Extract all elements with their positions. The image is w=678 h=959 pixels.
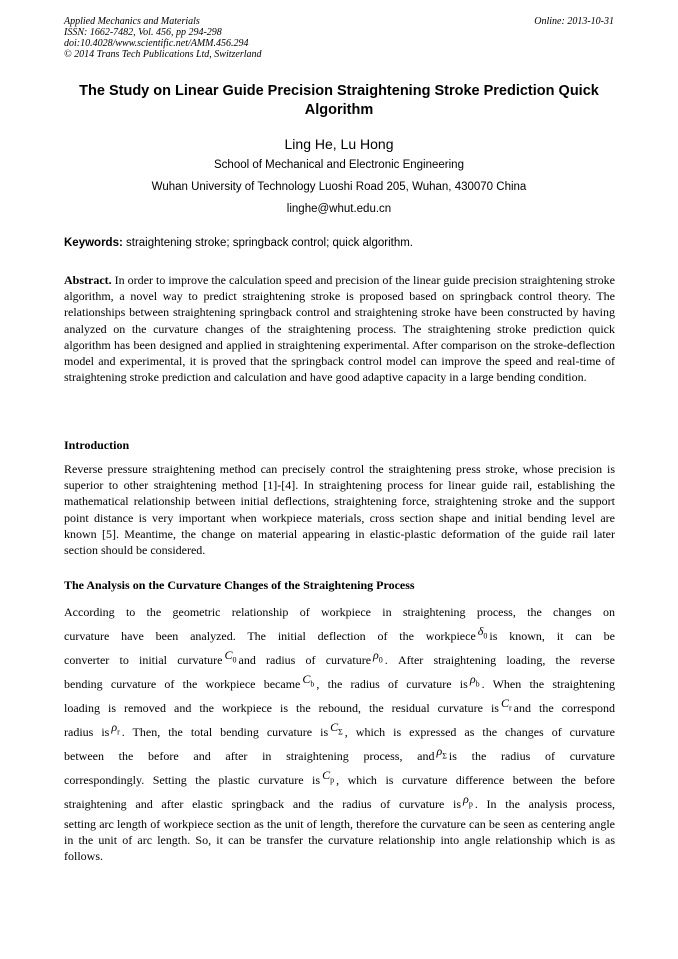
symbol-rhor	[111, 720, 120, 737]
text-run: correspondingly. Setting the plastic curvature is	[64, 773, 321, 787]
symbol-main: ρ	[469, 672, 476, 686]
author-email: linghe@whut.edu.cn	[286, 203, 392, 215]
journal-header	[64, 16, 262, 60]
symbol-sub: 0	[483, 631, 488, 641]
symbol-sub: p	[330, 775, 335, 785]
text-run: curvature have been analyzed. The initial deflection of the workpiece	[64, 629, 476, 643]
introduction-heading: Introduction	[64, 438, 130, 452]
issn-line: ISSN: 1662-7482, Vol. 456, pp 294-298	[64, 27, 222, 38]
journal-name: Applied Mechanics and Materials	[64, 16, 200, 27]
text-run: radius is	[64, 725, 110, 739]
symbol-sub: p	[468, 799, 473, 809]
text-run: is the radius of curvature	[448, 749, 615, 763]
symbol-main: ρ	[436, 744, 443, 758]
symbol-Csigma	[330, 720, 343, 737]
analysis-line	[64, 672, 615, 696]
symbol-main: C	[500, 696, 509, 710]
symbol-main: ρ	[463, 792, 469, 806]
text-run: converter to initial curvature	[64, 653, 223, 667]
keywords-text: straightening stroke; springback control; quick algorithm.	[126, 237, 414, 249]
symbol-rhob	[469, 672, 480, 689]
analysis-line	[64, 648, 615, 672]
analysis-line	[64, 624, 615, 648]
analysis-tail: setting arc length of workpiece section as the unit of length, therefore the curvature can be seen as centering angle in the unit of arc length. So, it can be transfer the curvature relationship into angle relationship which is as follows.	[64, 817, 615, 864]
copyright-line: © 2014 Trans Tech Publications Ltd, Switzerland	[64, 49, 262, 60]
symbol-sub: Σ	[338, 727, 343, 737]
symbol-sub: b	[475, 679, 480, 689]
symbol-sub: 0	[232, 655, 237, 665]
symbol-sub: r	[509, 703, 512, 713]
symbol-main: ρ	[373, 648, 379, 662]
symbol-sub: b	[310, 679, 315, 689]
online-date: Online: 2013-10-31	[534, 16, 614, 27]
affiliation-school: School of Mechanical and Electronic Engineering	[214, 159, 464, 171]
keywords-label: Keywords:	[64, 237, 123, 249]
text-run: and radius of curvature	[238, 653, 372, 667]
keywords	[64, 236, 616, 251]
text-run: . Then, the total bending curvature is	[121, 725, 329, 739]
doi-line: doi:10.4028/www.scientific.net/AMM.456.294	[64, 38, 249, 49]
symbol-rhop	[463, 792, 473, 809]
analysis-line	[64, 792, 615, 816]
text-run: loading is removed and the workpiece is the rebound, the residual curvature is	[64, 701, 499, 715]
text-run: , which is expressed as the changes of curvature	[344, 725, 615, 739]
text-run: and the correspond	[513, 701, 615, 715]
introduction-text: Reverse pressure straightening method can precisely control the straightening press stroke, whose precision is superior to other straightening method [1]-[4]. In straightening process for linear guide rail, establishing the mathematical relationship between initial deflections, straightening force, straightening stroke and the support point distance is very important when workpiece materials, cross section shape and initial bending level are known [5]. Meantime, the change on material appearing in elastic-plastic deformation of the guide rail later section should be considered.	[64, 462, 615, 558]
symbol-main: ρ	[111, 720, 118, 734]
abstract	[64, 272, 615, 385]
analysis-line: According to the geometric relationship of workpiece in straightening process, the changes on	[64, 605, 615, 619]
text-run: . When the straightening	[481, 677, 616, 691]
analysis-line	[64, 720, 615, 744]
analysis-section	[64, 600, 615, 865]
symbol-rhosigma	[436, 744, 447, 761]
abstract-text: In order to improve the calculation speed and precision of the linear guide precision straightening stroke algorithm, a novel way to predict straightening stroke is proposed based on springback control theory. The relationships between straightening springback control and straightening stroke have been constructed by having analyzed on the curvature changes of the straightening process. The straightening stroke prediction quick algorithm has been designed and applied in straightening experimental. After comparison on the stroke-deflection model and experimental, it is proved that the springback control model can improve the speed and real-time of straightening stroke prediction and calculation and have good adaptive capacity in a large bending condition.	[64, 273, 615, 385]
symbol-Cb	[302, 672, 315, 689]
symbol-sub: Σ	[442, 751, 447, 761]
symbol-sub: 0	[378, 655, 383, 665]
symbol-delta0	[477, 624, 488, 641]
analysis-line	[64, 768, 615, 792]
affiliation-university: Wuhan University of Technology Luoshi Road 205, Wuhan, 430070 China	[151, 181, 527, 193]
text-run: between the before and after in straightening process, and	[64, 749, 435, 763]
text-run: , the radius of curvature is	[316, 677, 468, 691]
text-run: is known, it can be	[489, 629, 615, 643]
symbol-Cp	[322, 768, 335, 785]
symbol-rho0	[373, 648, 383, 665]
text-run: . After straightening loading, the reverse	[384, 653, 615, 667]
symbol-main: C	[302, 672, 311, 686]
text-run: . In the analysis process,	[474, 797, 615, 811]
analysis-line	[64, 744, 615, 768]
symbol-main: C	[322, 768, 331, 782]
text-run: , which is curvature difference between the before	[336, 773, 616, 787]
symbol-sub: r	[117, 727, 120, 737]
abstract-label: Abstract.	[64, 273, 112, 287]
symbol-main: δ	[477, 624, 484, 638]
symbol-main: C	[330, 720, 339, 734]
analysis-line	[64, 696, 615, 720]
analysis-heading: The Analysis on the Curvature Changes of the Straightening Process	[64, 578, 415, 592]
text-run: bending curvature of the workpiece became	[64, 677, 301, 691]
symbol-C0	[224, 648, 237, 665]
paper-title: The Study on Linear Guide Precision Straightening Stroke Prediction Quick Algorithm	[79, 83, 599, 118]
symbol-Cr	[500, 696, 512, 713]
authors: Ling He, Lu Hong	[284, 136, 394, 152]
text-run: straightening and after elastic springback and the radius of curvature is	[64, 797, 462, 811]
symbol-main: C	[224, 648, 233, 662]
